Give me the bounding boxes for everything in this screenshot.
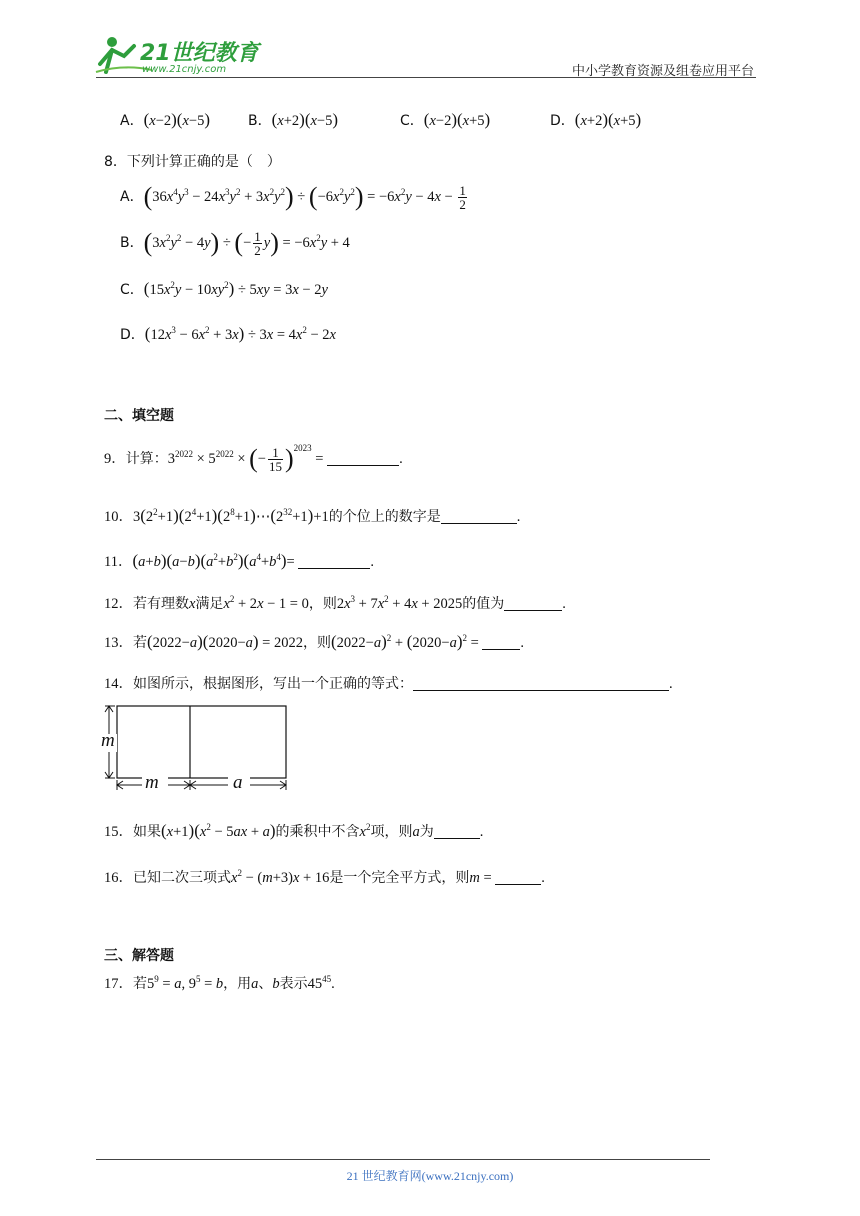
- header-divider: [96, 77, 756, 78]
- q8-stem: 8．下列计算正确的是（ ）: [104, 154, 281, 170]
- figure-label-m-bottom: m: [145, 772, 159, 793]
- question-13: 13．若(2022−a)(2020−a) = 2022，则$(2022-a)^2 + (2020-a)^2$ = .: [104, 632, 525, 651]
- q7-option-d: D．(x+2)(x+5): [550, 110, 642, 129]
- site-logo: [94, 34, 264, 78]
- question-11: 11．$(a+b)(a-b)(a^2+b^2)(a^4+b^4)=$ .: [104, 551, 374, 570]
- question-10: 10．$3(2^2+1)(2^4+1)(2^8+1)\cdots(2^{32}+1)+1$的个位上的数字是 .: [104, 506, 521, 525]
- brand-url: www.21cnjy.com: [142, 64, 227, 75]
- question-14: 14．如图所示，根据图形，写出一个正确的等式： .: [104, 676, 673, 692]
- q8-option-b: B．$(3x^2y^2 - 4y)$ ÷ (− $\frac{1}{2}$ $y) = -6x^2y + 4$: [120, 227, 350, 258]
- q7-option-a: A．(x−2)(x−5): [120, 110, 210, 129]
- q14-figure: [100, 700, 290, 796]
- question-17: 17．若$5^9 = a$, $9^5 = b$，用a、b表示$45^{45}$.: [104, 974, 335, 992]
- section-title-answer: 三、解答题: [104, 948, 174, 964]
- question-16: 16．已知二次三项式$x^2 - (m+3)x + 16$是一个完全平方式，则m = .: [104, 868, 545, 886]
- header-tagline: 中小学教育资源及组卷应用平台: [571, 64, 754, 79]
- question-9: 9．计算：$3^{2022} \times 5^{2022}$ × (− $\frac{1}{15}$ )$^{2023}$ = .: [104, 442, 403, 474]
- q7-option-b: B．(x+2)(x−5): [248, 110, 339, 129]
- footer-divider: [96, 1159, 710, 1160]
- figure-label-a-bottom: a: [233, 772, 243, 793]
- footer-text: 21 世纪教育网(www.21cnjy.com): [346, 1169, 514, 1183]
- figure-label-m-side: m: [101, 730, 115, 751]
- brand-title: 21世纪教育: [140, 41, 259, 66]
- q7-option-c: C．(x−2)(x+5): [400, 110, 491, 129]
- q8-option-a: A．$(36x^4y^3 - 24x^3y^2 + 3x^2y^2) \div (-6x^2y^2) = -6x^2y - 4x$ − $\frac{1}{2}$: [120, 181, 466, 212]
- q8-option-d: D．$(12x^3 - 6x^2 + 3x) \div 3x = 4x^2 - 2x$: [120, 324, 336, 343]
- section-title-fill-in: 二、填空题: [104, 408, 174, 424]
- question-12: 12．若有理数x满足$x^2 + 2x - 1 = 0$，则$2x^3 + 7x^2 + 4x + 2025$的值为 .: [104, 594, 566, 612]
- q8-option-c: C．$(15x^2y - 10xy^2) \div 5xy = 3x - 2y$: [120, 279, 328, 298]
- q7-options-row: [120, 110, 680, 132]
- question-15: 15．如果$(x+1)(x^2 - 5ax + a)$的乘积中不含$x^2$项，则a为 .: [104, 821, 484, 840]
